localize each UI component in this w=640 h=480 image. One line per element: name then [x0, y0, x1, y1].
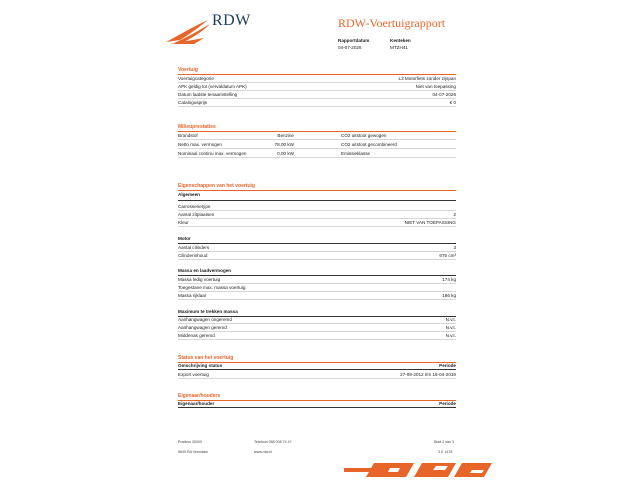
row-label: Voertuigcategorie	[178, 76, 214, 81]
row-label: Aanhangwagen ongeremd	[178, 317, 232, 322]
row-label: Massa rijklaar	[178, 293, 207, 298]
row-label: Carrosserietype	[178, 204, 211, 209]
table-header	[178, 362, 456, 370]
row-value: NIET VAN TOEPASSING	[404, 220, 456, 225]
row-value: Benzine	[277, 133, 294, 138]
table-row	[178, 252, 456, 260]
table-row	[178, 292, 456, 300]
table-row	[178, 75, 456, 83]
row-label-secondary: CO2 uitstoot gecombineerd	[341, 142, 397, 147]
section-title-voertuig: Voertuig	[178, 67, 198, 73]
row-label-secondary: Emissieklasse	[341, 151, 371, 156]
footer-postbus: Postbus 30000	[178, 440, 202, 444]
table-row	[178, 91, 456, 99]
row-label: Nominaal continu max. vermogen	[178, 151, 247, 156]
table-row	[178, 203, 456, 211]
column-header: Omschrijving status	[178, 363, 223, 368]
subsection-title-trekken: Maximum te trekken massa	[178, 309, 238, 314]
table-row	[178, 150, 456, 158]
row-value: 27-09-2012 t/m 18-04-2019	[400, 372, 456, 377]
row-label: Aantal zitplaatsen	[178, 212, 215, 217]
table-row	[178, 211, 456, 219]
table-row	[178, 219, 456, 227]
report-date-label: Rapportdatum	[338, 38, 370, 43]
license-plate-label: Kenteken	[390, 38, 411, 43]
row-label: Middenas geremd	[178, 333, 215, 338]
row-value: N.v.t.	[445, 333, 456, 338]
table-row	[178, 324, 456, 332]
column-header: Periode	[439, 401, 456, 406]
row-label: Massa ledig voertuig	[178, 277, 221, 282]
table-row	[178, 371, 456, 379]
row-label: Toegestane max. massa voertuig	[178, 285, 246, 290]
row-value: N.v.t.	[445, 325, 456, 330]
row-label: Brandstof	[178, 133, 198, 138]
table-header	[178, 400, 456, 408]
section-title-status: Status van het voertuig	[178, 355, 234, 361]
section-title-milieu: Milieuprestaties	[178, 124, 216, 130]
footer-phone: Telefoon 088 008 74 47	[254, 440, 292, 444]
table-row	[178, 276, 456, 284]
row-value: 675 cm³	[439, 253, 456, 258]
footer-web[interactable]: www.rdw.nl	[254, 450, 272, 454]
row-label: APK geldig tot (vervaldatum APK)	[178, 84, 247, 89]
row-value: 174 kg	[442, 277, 456, 282]
table-row	[178, 284, 456, 292]
row-value: 2	[453, 212, 456, 217]
row-value: 3	[453, 245, 456, 250]
row-label: Export voertuig	[178, 372, 209, 377]
row-value: 186 kg	[442, 293, 456, 298]
row-value: Niet van toepassing	[415, 84, 456, 89]
subsection-title-motor: Motor	[178, 236, 191, 241]
footer-code: 3 E 1478	[438, 450, 453, 454]
decorative-stripes-icon	[344, 462, 492, 478]
report-date-value: 04-07-2026	[338, 45, 362, 50]
footer-city: 9640 RA Veendam	[178, 450, 208, 454]
row-label: Datum laatste tenaamstelling	[178, 92, 238, 97]
row-label: Netto max. vermogen	[178, 142, 222, 147]
subsection-title-algemeen: Algemeen	[178, 192, 200, 197]
table-row	[178, 83, 456, 91]
row-value: € 0	[449, 100, 456, 105]
section-divider	[178, 190, 456, 191]
report-date	[338, 37, 369, 51]
logo-text: RDW	[212, 12, 251, 29]
row-label: Aanhangwagen geremd	[178, 325, 227, 330]
row-value: 04-07-2026	[432, 92, 456, 97]
license-plate	[390, 37, 411, 51]
table-row	[178, 99, 456, 107]
subsection-divider	[178, 200, 456, 201]
column-header: Periode	[439, 363, 456, 368]
row-label: Kleur	[178, 220, 189, 225]
section-title-eigenschappen: Eigenschappen van het voertuig	[178, 183, 255, 189]
row-label-secondary: CO2 uitstoot gewogen	[341, 133, 387, 138]
column-header: Eigenaar/houder	[178, 401, 215, 406]
footer-page: Blad 2 van 3	[434, 440, 454, 444]
table-row	[178, 132, 456, 140]
row-label: Catalogusprijs	[178, 100, 208, 105]
row-value: L3 Motorfiets zonder zijspan	[398, 76, 456, 81]
row-label: Aantal cilinders	[178, 245, 210, 250]
subsection-title-massa: Massa en laadvermogen	[178, 268, 232, 273]
table-row	[178, 244, 456, 252]
section-title-eigenaar: Eigenaar/houders	[178, 393, 221, 399]
table-row	[178, 316, 456, 324]
row-label: Cilinderinhoud	[178, 253, 208, 258]
row-value: 78,00 kW	[274, 142, 294, 147]
license-plate-value: MTZH41	[390, 45, 408, 50]
row-value: 0,00 kW	[277, 151, 294, 156]
table-row	[178, 141, 456, 149]
report-title: RDW-Voertuigrapport	[338, 16, 446, 30]
row-value: N.v.t.	[445, 317, 456, 322]
table-row	[178, 332, 456, 340]
